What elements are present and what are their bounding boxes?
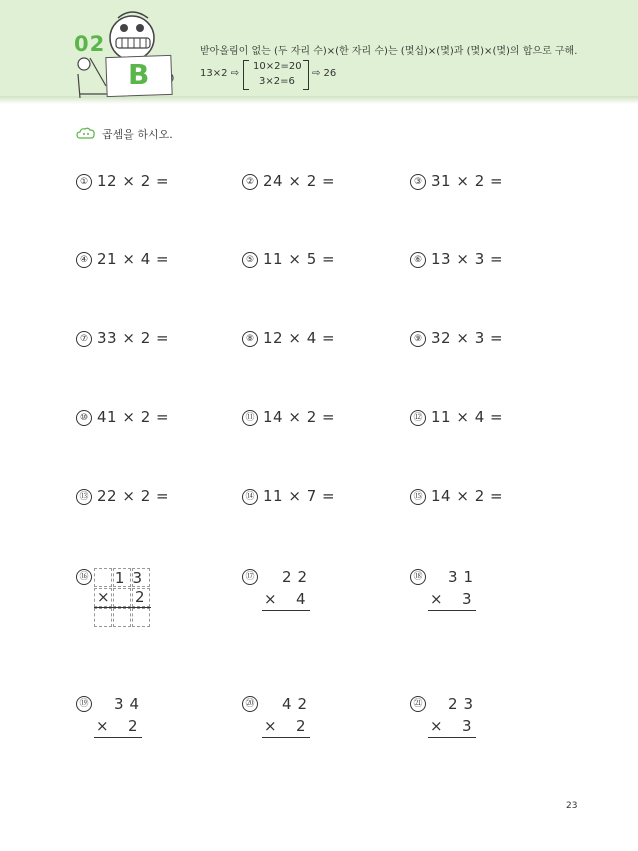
- grid-cell[interactable]: [132, 608, 150, 627]
- example-box: [200, 58, 370, 92]
- problem-number: ㉑: [410, 696, 426, 712]
- problem-10: [76, 408, 169, 426]
- problem-4: [76, 250, 169, 268]
- cloud-icon: [76, 127, 96, 141]
- problem-number: ⑦: [76, 331, 92, 347]
- problem-number: ⑯: [76, 569, 92, 585]
- problem-7: [76, 329, 169, 347]
- problem-number: ⑪: [242, 410, 258, 426]
- bottom-number: 3: [462, 717, 472, 735]
- top-number: 42: [282, 695, 314, 713]
- problem-number: ⑭: [242, 489, 258, 505]
- problem-expression: 11 × 4 =: [431, 408, 504, 426]
- bottom-number: 2: [128, 717, 138, 735]
- answer-grid: [94, 568, 151, 628]
- problem-expression: 11 × 7 =: [263, 487, 336, 505]
- problem-number: ⑫: [410, 410, 426, 426]
- grid-cell[interactable]: [94, 568, 112, 587]
- lesson-number: 02: [74, 32, 106, 56]
- problem-8: [242, 329, 335, 347]
- problem-expression: 41 × 2 =: [97, 408, 170, 426]
- operator: ×: [430, 590, 443, 608]
- problem-number: ⑰: [242, 569, 258, 585]
- problem-13: [76, 487, 169, 505]
- problem-15: [410, 487, 503, 505]
- problem-number: ⑥: [410, 252, 426, 268]
- grid-cell[interactable]: [94, 608, 112, 627]
- operator: ×: [264, 590, 277, 608]
- problem-3: [410, 172, 503, 190]
- answer-line: [428, 737, 476, 738]
- problem-number: ②: [242, 174, 258, 190]
- answer-line: [262, 610, 310, 611]
- problem-20: [242, 694, 263, 712]
- problem-expression: 31 × 2 =: [431, 172, 504, 190]
- bottom-number: 2: [296, 717, 306, 735]
- answer-line: [94, 737, 142, 738]
- operator: ×: [430, 717, 443, 735]
- problem-expression: 11 × 5 =: [263, 250, 336, 268]
- grid-cell[interactable]: [113, 608, 131, 627]
- bottom-number: 3: [462, 590, 472, 608]
- problem-9: [410, 329, 503, 347]
- problem-number: ①: [76, 174, 92, 190]
- vertical-problem-20: [262, 695, 322, 755]
- problem-number: ⑤: [242, 252, 258, 268]
- problem-5: [242, 250, 335, 268]
- vertical-problem-17: [262, 568, 322, 628]
- problem-expression: 14 × 2 =: [263, 408, 336, 426]
- grid-top-number: 13: [114, 569, 150, 587]
- problem-expression: 22 × 2 =: [97, 487, 170, 505]
- grid-answer-line: [94, 607, 151, 608]
- top-number: 23: [448, 695, 480, 713]
- operator: ×: [96, 717, 109, 735]
- problem-expression: 12 × 2 =: [97, 172, 170, 190]
- problem-number: ③: [410, 174, 426, 190]
- problem-number: ⑱: [410, 569, 426, 585]
- problem-expression: 14 × 2 =: [431, 487, 504, 505]
- problem-number: ⑮: [410, 489, 426, 505]
- problem-1: [76, 172, 169, 190]
- example-line-2: 3×2=6: [259, 76, 295, 87]
- level-letter: B: [128, 58, 150, 91]
- operator: ×: [264, 717, 277, 735]
- answer-line: [262, 737, 310, 738]
- top-number: 31: [448, 568, 480, 586]
- grid-bottom-number: 2: [135, 588, 145, 606]
- problem-number: ⑳: [242, 696, 258, 712]
- problem-number: ⑩: [76, 410, 92, 426]
- vertical-problem-19: [94, 695, 154, 755]
- page-number: 23: [566, 801, 578, 811]
- problem-6: [410, 250, 503, 268]
- problem-12: [410, 408, 503, 426]
- problem-number: ⑬: [76, 489, 92, 505]
- problem-11: [242, 408, 335, 426]
- example-result: ⇨ 26: [312, 68, 337, 79]
- example-line-1: 10×2=20: [253, 61, 302, 72]
- bracket-right: [303, 60, 309, 90]
- example-left: 13×2 ⇨: [200, 68, 240, 79]
- problem-expression: 24 × 2 =: [263, 172, 336, 190]
- problem-expression: 12 × 4 =: [263, 329, 336, 347]
- problem-expression: 32 × 3 =: [431, 329, 504, 347]
- problem-14: [242, 487, 335, 505]
- lesson-description: 받아올림이 없는 (두 자리 수)×(한 자리 수)는 (몇십)×(몇)과 (몇)×(몇)의 합으로 구해.: [200, 46, 578, 57]
- problem-2: [242, 172, 335, 190]
- grid-cell[interactable]: [113, 588, 131, 607]
- problem-expression: 13 × 3 =: [431, 250, 504, 268]
- answer-line: [428, 610, 476, 611]
- instruction-text: 곱셈을 하시오.: [102, 128, 173, 141]
- vertical-problem-21: [428, 695, 488, 755]
- vertical-problem-18: [428, 568, 488, 628]
- problem-expression: 21 × 4 =: [97, 250, 170, 268]
- problem-17: [242, 567, 263, 585]
- problem-number: ⑧: [242, 331, 258, 347]
- grid-operator: ×: [97, 588, 110, 606]
- bracket-left: [243, 60, 249, 90]
- top-number: 22: [282, 568, 314, 586]
- instruction: [76, 126, 173, 142]
- problem-number: ⑨: [410, 331, 426, 347]
- problem-number: ④: [76, 252, 92, 268]
- problem-expression: 33 × 2 =: [97, 329, 170, 347]
- top-number: 34: [114, 695, 146, 713]
- bottom-number: 4: [296, 590, 306, 608]
- problem-number: ⑲: [76, 696, 92, 712]
